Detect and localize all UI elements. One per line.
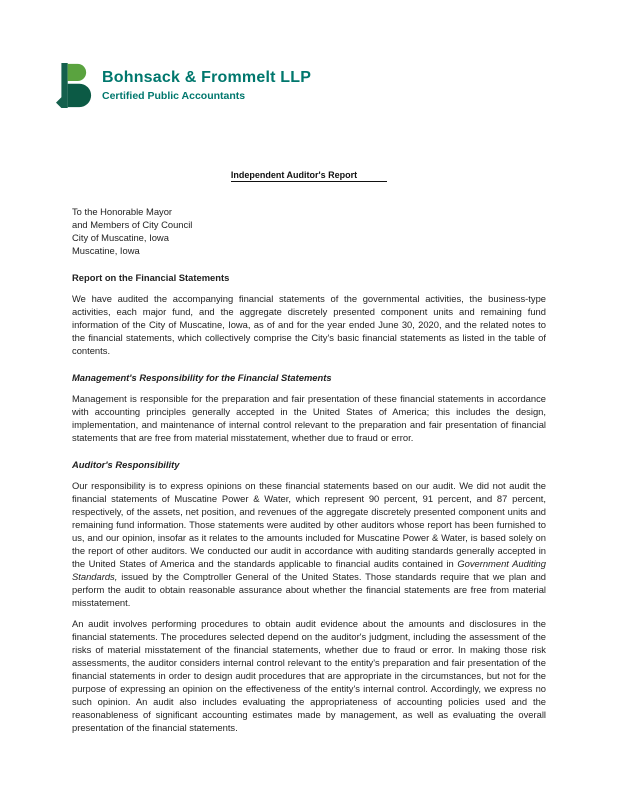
paragraph-auditors-responsibility-continued: issued by the Comptroller General of the United States. Those standards require that we plan and perform the audit to obtain reasonable assurance about whether the financial statements are free from material misstatement.: [72, 571, 546, 608]
address-line-1: To the Honorable Mayor: [72, 206, 173, 217]
paragraph-management-responsibility: Management is responsible for the preparation and fair presentation of these financial statements in accordance with accounting principles generally accepted in the United States of America; this includes the design, implementation, and maintenance of internal control relevant to the preparation and fair presentation of financial statements that are free from material misstatement, whether due to fraud or error.: [72, 393, 546, 443]
company-logo-icon: [56, 62, 92, 109]
paragraph-auditors-responsibility: [72, 479, 546, 609]
company-tagline: Certified Public Accountants: [102, 90, 246, 102]
company-header: [56, 62, 618, 109]
section-heading-auditors-responsibility: Auditor's Responsibility: [72, 459, 180, 470]
section-heading-managements-responsibility: Management's Responsibility for the Financial Statements: [72, 372, 332, 383]
report-title-row: [72, 165, 546, 183]
paragraph-intro: We have audited the accompanying financial statements of the governmental activities, the business-type activities, each major fund, and the aggregate discretely presented component units and remaining fund information of the City of Muscatine, Iowa, as of and for the year ended June 30, 2020, and the related notes to the financial statements, which collectively comprise the City's basic financial statements as listed in the table of contents.: [72, 293, 546, 356]
address-block: [72, 205, 546, 257]
address-line-3: City of Muscatine, Iowa: [72, 232, 169, 243]
section-heading-report-on-financial-statements: Report on the Financial Statements: [72, 272, 230, 283]
address-line-2: and Members of City Council: [72, 219, 193, 230]
document-body: [0, 165, 618, 734]
paragraph-auditors-responsibility-text: Our responsibility is to express opinions on these financial statements based on our audit. We did not audit the financial statements of Muscatine Power & Water, which represent 90 percent, 91 percent, and 87 percent, respectively, of the assets, net position, and revenues of the aggregate discretely presented component units and remaining fund information. Those statements were audited by other auditors whose report has been furnished to us, and our opinion, insofar as it relates to the amounts included for Muscatine Power & Water, is based solely on the report of other auditors. We conducted our audit in accordance with auditing standards generally accepted in the United States of America and the standards applicable to financial audits contained in: [72, 480, 546, 569]
company-name: Bohnsack & Frommelt LLP: [102, 69, 312, 86]
government-auditing-standards-citation: Government Auditing Standards,: [72, 558, 546, 582]
address-line-4: Muscatine, Iowa: [72, 245, 140, 256]
paragraph-audit-procedures: An audit involves performing procedures to obtain audit evidence about the amounts and disclosures in the financial statements. The procedures selected depend on the auditor's judgment, including the assessment of the risks of material misstatement of the financial statements, whether due to fraud or error. In making those risk assessments, the auditor considers internal control relevant to the entity's preparation and fair presentation of the financial statements in order to design audit procedures that are appropriate in the circumstances, but not for the purpose of expressing an opinion on the effectiveness of the entity's internal control. Accordingly, we express no such opinion. An audit also includes evaluating the appropriateness of accounting policies used and the reasonableness of significant accounting estimates made by management, as well as evaluating the overall presentation of the financial statements.: [72, 618, 546, 733]
report-title: Independent Auditor's Report: [231, 170, 387, 182]
company-name-block: [102, 69, 311, 102]
